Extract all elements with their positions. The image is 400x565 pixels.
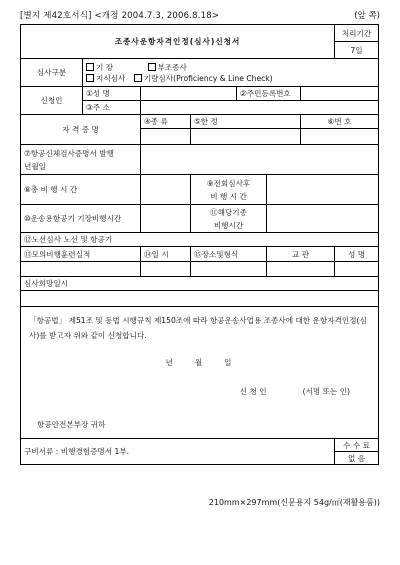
instructor-field[interactable] [267,262,335,277]
instructor-name-field[interactable] [335,262,379,277]
instructor-name-label: 성 명 [335,247,379,262]
type-flight-time-label: ⑪해당기종 비행시간 [191,205,267,233]
instructor-label: 교 관 [267,247,335,262]
processing-period-value: 7일 [335,42,379,59]
license-type-label: ④종 류 [141,115,191,129]
captain-flight-time-label: ⑩운송용항공기 기장비행시간 [21,205,141,233]
license-type-field[interactable] [141,129,191,145]
statement-body: 「항공법」 제51조 및 동법 시행규칙 제150조에 따라 항공운송사업용 조종사에 대한 운항자격인정(심사)를 받고자 위와 같이 신청합니다. [29,316,367,340]
application-date: 년 월 일 [165,358,234,367]
desired-exam-date-field[interactable] [21,291,379,307]
license-limit-field[interactable] [191,129,301,145]
sim-date-field[interactable] [141,262,191,277]
application-form [20,24,379,465]
processing-period-label: 처리기간 [335,25,379,42]
page-side: (앞 쪽) [354,11,380,21]
route-exam-label: ⑫노선심사 노선 및 항공기 [21,233,379,247]
checkbox-knowledge-exam[interactable]: 지식심사 [86,74,125,83]
sim-date-label: ⑭일 시 [141,247,191,262]
required-documents: 구비서류 : 비행경험증명서 1부. [21,439,335,465]
license-label: 자 격 증 명 [21,115,141,145]
paper-spec: 210mm×297mm(신문용지 54g/㎡(재활용품)) [208,498,380,507]
checkbox-captain[interactable]: 기 장 [86,63,113,72]
form-title: 조종사운항자격인정(심사)신청서 [21,25,335,59]
exam-type-options [83,59,379,87]
captain-flight-time-field[interactable] [141,205,191,233]
exam-type-label: 심사구분 [21,59,83,87]
total-flight-time-label: ⑧총 비 행 시 간 [21,175,141,205]
medical-cert-field[interactable] [141,145,379,175]
sim-place-field[interactable] [191,262,267,277]
sim-training-field[interactable] [21,262,141,277]
form-number: [별지 제42호서식] <개정 2004.7.3, 2006.8.18> [20,11,220,21]
name-field[interactable] [141,87,237,101]
checkbox-first-officer[interactable]: 부조종사 [148,63,187,72]
since-last-exam-label: ⑨전회심사후 비 행 시 간 [191,175,267,205]
fee-value: 없 음 [335,452,379,465]
name-label: ①성 명 [83,87,141,101]
license-limit-label: ⑤한 정 [191,115,301,129]
sim-training-label: ⑬모의비행훈련실적 [21,247,141,262]
rrn-field[interactable] [301,87,379,101]
sim-place-label: ⑮장소및형식 [191,247,267,262]
checkbox-skill-exam[interactable]: 기량심사(Proficiency & Line Check) [134,74,273,83]
addressee: 항공안전본부장 귀하 [37,420,106,429]
applicant-label: 신청인 [21,87,83,115]
fee-label: 수 수 료 [335,439,379,452]
address-label: ③주 소 [83,101,141,115]
total-flight-time-field[interactable] [141,175,191,205]
applicant-signature: 신 청 인 (서명 또는 인) [239,387,351,396]
since-last-exam-field[interactable] [267,175,379,205]
type-flight-time-field[interactable] [267,205,379,233]
desired-exam-date-label: 심사희망일시 [21,277,379,291]
medical-cert-label: ⑦항공신체검사증명서 발행 년월일 [21,145,141,175]
license-number-label: ⑥번 호 [301,115,379,129]
address-field[interactable] [141,101,379,115]
rrn-label: ②주민등록번호 [237,87,301,101]
license-number-field[interactable] [301,129,379,145]
application-statement [21,307,379,439]
